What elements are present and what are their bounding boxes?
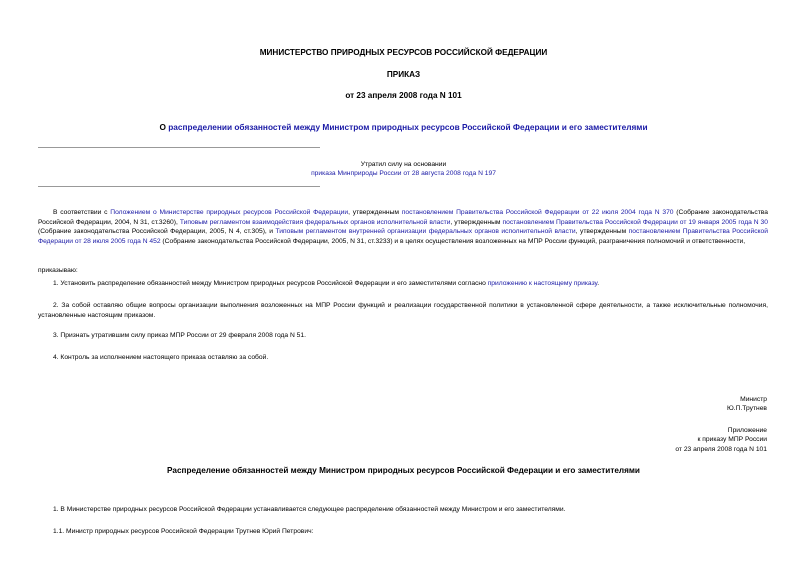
link-interaction-reglament[interactable]: Типовым регламентом взаимодействия федеральных органов исполнительной власти [179, 218, 451, 226]
link-internal-reglament[interactable]: Типовым регламентом внутренней организации федеральных органов исполнительной власти [275, 228, 576, 236]
document-type: ПРИКАЗ [386, 70, 421, 79]
preamble-text: , утвержденным [450, 218, 503, 226]
appendix-note [675, 426, 767, 454]
status-link[interactable]: приказа Минприроды России от 28 августа 2008 года N 197 [311, 170, 496, 178]
order-item-2: 2. За собой оставляю общие вопросы организации выполнения возложенных на МПР России функций и реализации государственной политики в установленной сфере деятельности, а также исключительные полномочия, установленные настоящим приказом. [38, 302, 768, 319]
item-text: . [597, 280, 600, 287]
appendix-paragraph-1: 1. В Министерстве природных ресурсов Российской Федерации устанавливается следующее распределение обязанностей между Министром и его заместителями. [53, 506, 566, 513]
preamble-text: (Собрание законодательства Российской Федерации, 2005, N 31, ст.3233) и в целях осуществления возложенных на МПР России функций, разграничения полномочий и ответственности, [160, 237, 746, 245]
title-link[interactable]: распределении обязанностей между Министром природных ресурсов Российской Федерации и его заместителями [168, 122, 648, 132]
ministry-heading: МИНИСТЕРСТВО ПРИРОДНЫХ РЕСУРСОВ РОССИЙСКОЙ ФЕДЕРАЦИИ [259, 48, 548, 57]
preamble-text: В соответствии с [53, 209, 111, 216]
signature-position: Министр [740, 396, 767, 403]
document-title [0, 122, 807, 132]
preamble-text: (Собрание законодательства Российской Федерации, 2005, N 4, ст.305), и [38, 228, 276, 236]
status-line: Утратил силу на основании [360, 161, 447, 168]
title-prefix: О [159, 122, 169, 132]
preamble-text: (Собрание законодательства Российской Федерации, 2004, N 31, ст.3260), [38, 209, 768, 226]
link-decree-30[interactable]: постановлением Правительства Российской Федерации от 19 января 2005 года N 30 [502, 218, 768, 226]
link-regulation-ministry[interactable]: Положением о Министерстве природных ресурсов Российской Федерации [110, 209, 349, 216]
appendix-note-line: от 23 апреля 2008 года N 101 [675, 445, 767, 453]
signature-block [727, 395, 767, 414]
document-date-number: от 23 апреля 2008 года N 101 [345, 91, 462, 100]
link-decree-452[interactable]: постановлением Правительства Российской Федерации от 28 июля 2005 года N 452 [38, 228, 769, 245]
preamble-paragraph [38, 208, 768, 246]
appendix-paragraph-1-1: 1.1. Министр природных ресурсов Российской Федерации Трутнев Юрий Петрович: [53, 528, 314, 535]
signature-name: Ю.П.Трутнев [726, 405, 767, 413]
appendix-note-line: Приложение [727, 427, 767, 434]
preamble-text: , утвержденным [348, 209, 402, 216]
item-text: 1. Установить распределение обязанностей между Министром природных ресурсов Российской Федерации и его заместителями согласно [53, 280, 488, 287]
status-divider-top [38, 147, 320, 148]
appendix-title: Распределение обязанностей между Министром природных ресурсов Российской Федерации и его заместителями [167, 466, 640, 475]
link-appendix[interactable]: приложению к настоящему приказу [487, 280, 598, 287]
order-item-1 [38, 279, 768, 289]
order-word: приказываю: [38, 267, 78, 274]
preamble-text: , утвержденным [575, 228, 629, 236]
order-item-4: 4. Контроль за исполнением настоящего приказа оставляю за собой. [53, 354, 269, 361]
link-decree-370[interactable]: постановлением Правительства Российской Федерации от 22 июля 2004 года N 370 [401, 209, 674, 216]
appendix-note-line: к приказу МПР России [697, 436, 767, 444]
status-divider-bottom [38, 186, 320, 187]
order-item-3: 3. Признать утратившим силу приказ МПР России от 29 февраля 2008 года N 51. [53, 332, 306, 339]
status-note [0, 160, 807, 179]
